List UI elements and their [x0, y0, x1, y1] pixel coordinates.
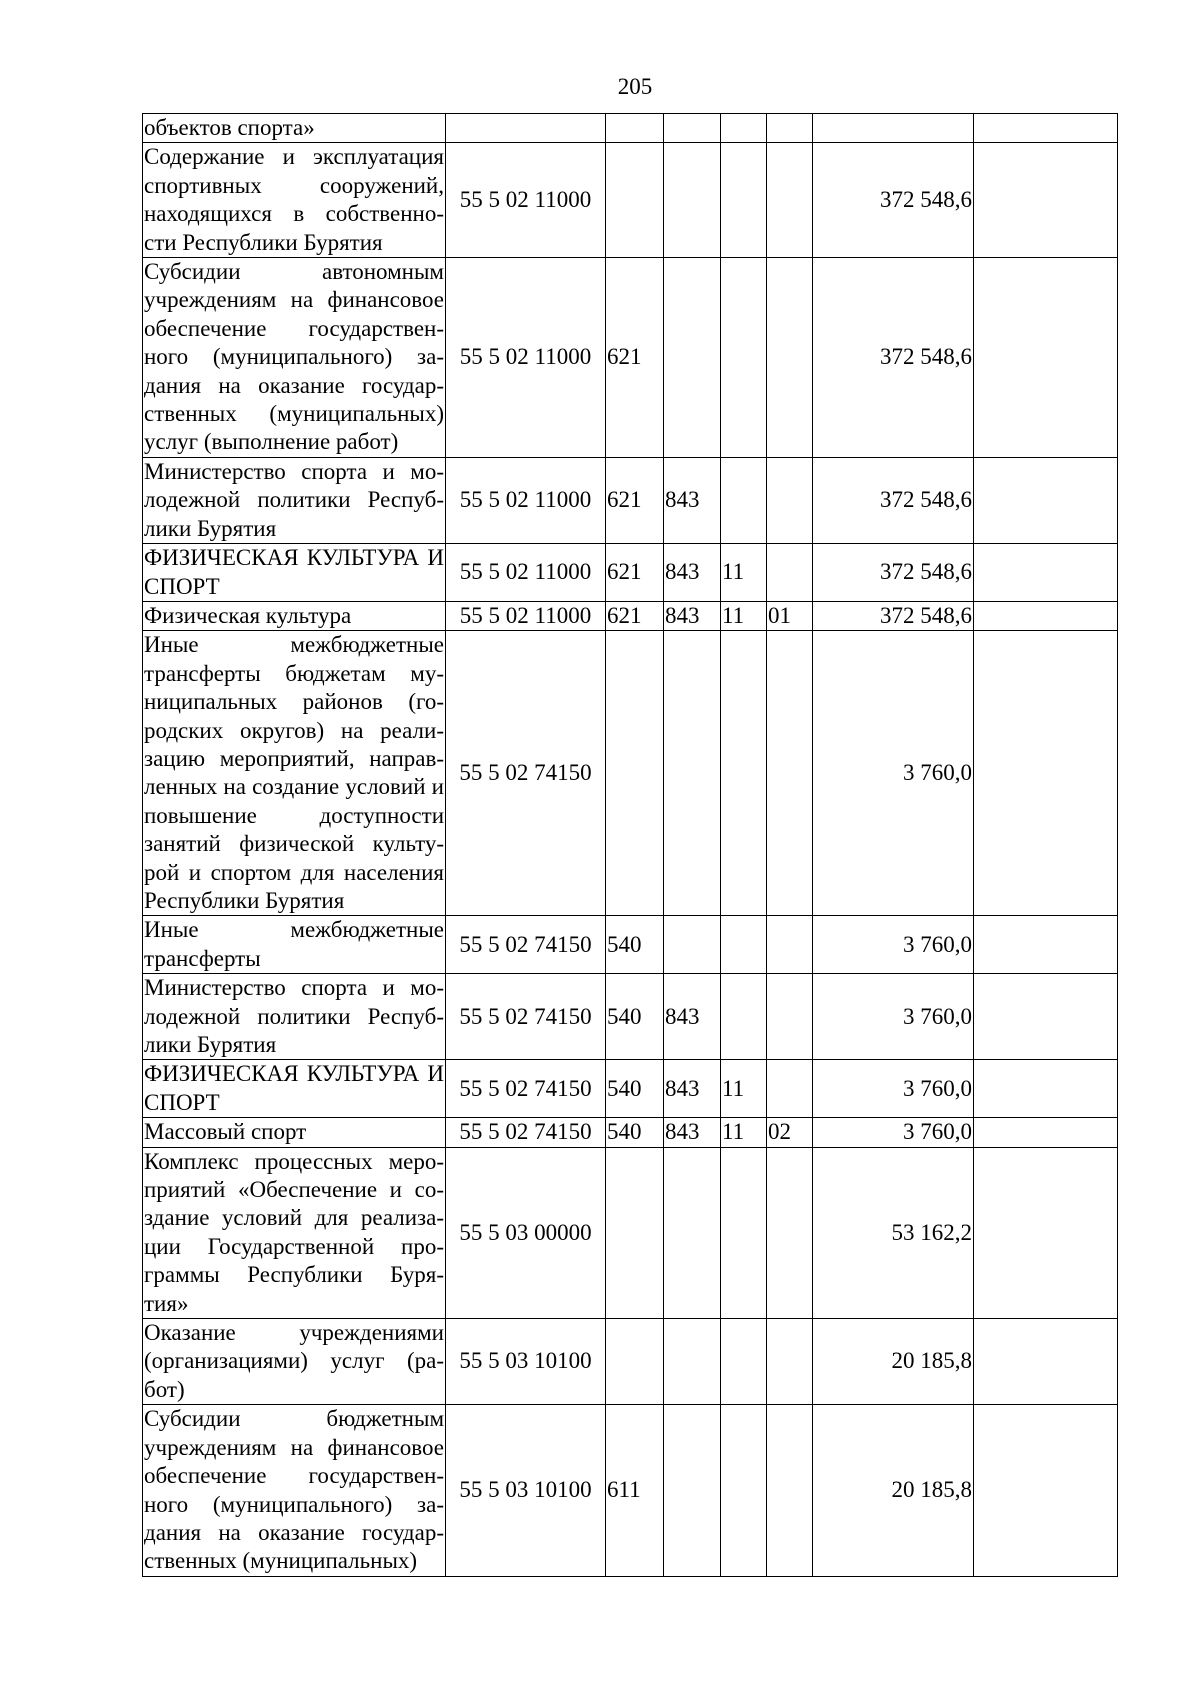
target-code-cell: 55 5 02 11000 — [446, 258, 606, 458]
section-cell — [721, 631, 767, 916]
expense-type-cell — [606, 1319, 664, 1405]
table-row — [143, 143, 1118, 258]
extra-cell — [974, 1147, 1118, 1318]
section-cell — [721, 1405, 767, 1576]
ministry-code-cell — [664, 143, 721, 258]
item-name-cell: Комплекс процессных меро-приятий «Обеспечение и со-здание условий для реализа-ции Государственной про-граммы Республики Буря-тия» — [143, 1147, 446, 1318]
subsection-cell: 01 — [767, 601, 813, 630]
extra-cell — [974, 1118, 1118, 1147]
amount-cell: 372 548,6 — [813, 143, 974, 258]
ministry-code-cell — [664, 1319, 721, 1405]
section-cell — [721, 916, 767, 974]
item-name-cell: Массовый спорт — [143, 1118, 446, 1147]
item-name-cell: Министерство спорта и мо-лодежной политики Респуб-лики Бурятия — [143, 974, 446, 1060]
target-code-cell: 55 5 02 74150 — [446, 974, 606, 1060]
expense-type-cell — [606, 1147, 664, 1318]
target-code-cell: 55 5 02 74150 — [446, 1118, 606, 1147]
table-body — [143, 114, 1118, 1577]
subsection-cell — [767, 143, 813, 258]
extra-cell — [974, 1319, 1118, 1405]
extra-cell — [974, 1405, 1118, 1576]
table-row — [143, 1405, 1118, 1576]
table-row — [143, 1060, 1118, 1118]
section-cell — [721, 1147, 767, 1318]
expense-type-cell: 621 — [606, 457, 664, 543]
amount-cell: 3 760,0 — [813, 1060, 974, 1118]
table-row — [143, 631, 1118, 916]
ministry-code-cell — [664, 1147, 721, 1318]
section-cell — [721, 1319, 767, 1405]
table-row — [143, 916, 1118, 974]
subsection-cell — [767, 114, 813, 143]
target-code-cell — [446, 114, 606, 143]
ministry-code-cell — [664, 1405, 721, 1576]
table-row — [143, 258, 1118, 458]
expense-type-cell — [606, 143, 664, 258]
section-cell — [721, 114, 767, 143]
item-name-cell: объектов спорта» — [143, 114, 446, 143]
amount-cell: 3 760,0 — [813, 631, 974, 916]
table-row — [143, 601, 1118, 630]
ministry-code-cell: 843 — [664, 601, 721, 630]
extra-cell — [974, 916, 1118, 974]
section-cell — [721, 974, 767, 1060]
section-cell — [721, 143, 767, 258]
item-name-cell: Субсидии бюджетным учреждениям на финансовое обеспечение государствен-ного (муниципального) за-дания на оказание государ-ственных (муниципальных) — [143, 1405, 446, 1576]
subsection-cell — [767, 974, 813, 1060]
amount-cell: 372 548,6 — [813, 258, 974, 458]
subsection-cell — [767, 1319, 813, 1405]
extra-cell — [974, 258, 1118, 458]
extra-cell — [974, 974, 1118, 1060]
expense-type-cell: 540 — [606, 1060, 664, 1118]
amount-cell: 372 548,6 — [813, 544, 974, 602]
expense-type-cell: 540 — [606, 974, 664, 1060]
item-name-cell: Субсидии автономным учреждениям на финансовое обеспечение государствен-ного (муниципального) за-дания на оказание государ-ственных (муниципальных) услуг (выполнение работ) — [143, 258, 446, 458]
extra-cell — [974, 1060, 1118, 1118]
table-row — [143, 1319, 1118, 1405]
target-code-cell: 55 5 02 74150 — [446, 631, 606, 916]
target-code-cell: 55 5 02 11000 — [446, 601, 606, 630]
amount-cell: 3 760,0 — [813, 916, 974, 974]
budget-table — [142, 113, 1118, 1577]
ministry-code-cell — [664, 631, 721, 916]
item-name-cell: ФИЗИЧЕСКАЯ КУЛЬТУРА И СПОРТ — [143, 544, 446, 602]
subsection-cell — [767, 1405, 813, 1576]
subsection-cell — [767, 916, 813, 974]
ministry-code-cell: 843 — [664, 974, 721, 1060]
subsection-cell — [767, 457, 813, 543]
table-row — [143, 114, 1118, 143]
item-name-cell: Содержание и эксплуатация спортивных сооружений, находящихся в собственно-сти Республики Бурятия — [143, 143, 446, 258]
amount-cell: 20 185,8 — [813, 1319, 974, 1405]
item-name-cell: Министерство спорта и мо-лодежной политики Респуб-лики Бурятия — [143, 457, 446, 543]
expense-type-cell — [606, 114, 664, 143]
item-name-cell: Иные межбюджетные трансферты — [143, 916, 446, 974]
expense-type-cell — [606, 631, 664, 916]
extra-cell — [974, 631, 1118, 916]
target-code-cell: 55 5 02 11000 — [446, 544, 606, 602]
subsection-cell — [767, 631, 813, 916]
item-name-cell: Иные межбюджетные трансферты бюджетам му-ниципальных районов (го-родских округов) на реали-зацию мероприятий, направ-ленных на создание условий и повышение доступности занятий физической культу-рой и спортом для населения Республики Бурятия — [143, 631, 446, 916]
target-code-cell: 55 5 03 10100 — [446, 1319, 606, 1405]
target-code-cell: 55 5 02 11000 — [446, 143, 606, 258]
target-code-cell: 55 5 03 00000 — [446, 1147, 606, 1318]
item-name-cell: Физическая культура — [143, 601, 446, 630]
page-number: 205 — [617, 74, 653, 99]
expense-type-cell: 611 — [606, 1405, 664, 1576]
item-name-cell: Оказание учреждениями (организациями) услуг (ра-бот) — [143, 1319, 446, 1405]
expense-type-cell: 540 — [606, 1118, 664, 1147]
expense-type-cell: 621 — [606, 601, 664, 630]
target-code-cell: 55 5 03 10100 — [446, 1405, 606, 1576]
amount-cell: 3 760,0 — [813, 1118, 974, 1147]
ministry-code-cell: 843 — [664, 457, 721, 543]
extra-cell — [974, 114, 1118, 143]
item-name-cell: ФИЗИЧЕСКАЯ КУЛЬТУРА И СПОРТ — [143, 1060, 446, 1118]
table-row — [143, 544, 1118, 602]
subsection-cell — [767, 1060, 813, 1118]
target-code-cell: 55 5 02 11000 — [446, 457, 606, 543]
section-cell: 11 — [721, 1118, 767, 1147]
ministry-code-cell — [664, 114, 721, 143]
ministry-code-cell — [664, 258, 721, 458]
subsection-cell — [767, 1147, 813, 1318]
extra-cell — [974, 601, 1118, 630]
section-cell: 11 — [721, 1060, 767, 1118]
table-row — [143, 1147, 1118, 1318]
target-code-cell: 55 5 02 74150 — [446, 916, 606, 974]
subsection-cell: 02 — [767, 1118, 813, 1147]
table-row — [143, 457, 1118, 543]
subsection-cell — [767, 544, 813, 602]
subsection-cell — [767, 258, 813, 458]
amount-cell: 372 548,6 — [813, 601, 974, 630]
table-row — [143, 974, 1118, 1060]
amount-cell: 372 548,6 — [813, 457, 974, 543]
amount-cell: 20 185,8 — [813, 1405, 974, 1576]
target-code-cell: 55 5 02 74150 — [446, 1060, 606, 1118]
section-cell — [721, 258, 767, 458]
amount-cell: 53 162,2 — [813, 1147, 974, 1318]
section-cell: 11 — [721, 544, 767, 602]
table-row — [143, 1118, 1118, 1147]
extra-cell — [974, 544, 1118, 602]
amount-cell — [813, 114, 974, 143]
extra-cell — [974, 457, 1118, 543]
expense-type-cell: 621 — [606, 544, 664, 602]
amount-cell: 3 760,0 — [813, 974, 974, 1060]
expense-type-cell: 540 — [606, 916, 664, 974]
ministry-code-cell — [664, 916, 721, 974]
section-cell — [721, 457, 767, 543]
ministry-code-cell: 843 — [664, 1118, 721, 1147]
ministry-code-cell: 843 — [664, 544, 721, 602]
section-cell: 11 — [721, 601, 767, 630]
extra-cell — [974, 143, 1118, 258]
ministry-code-cell: 843 — [664, 1060, 721, 1118]
expense-type-cell: 621 — [606, 258, 664, 458]
